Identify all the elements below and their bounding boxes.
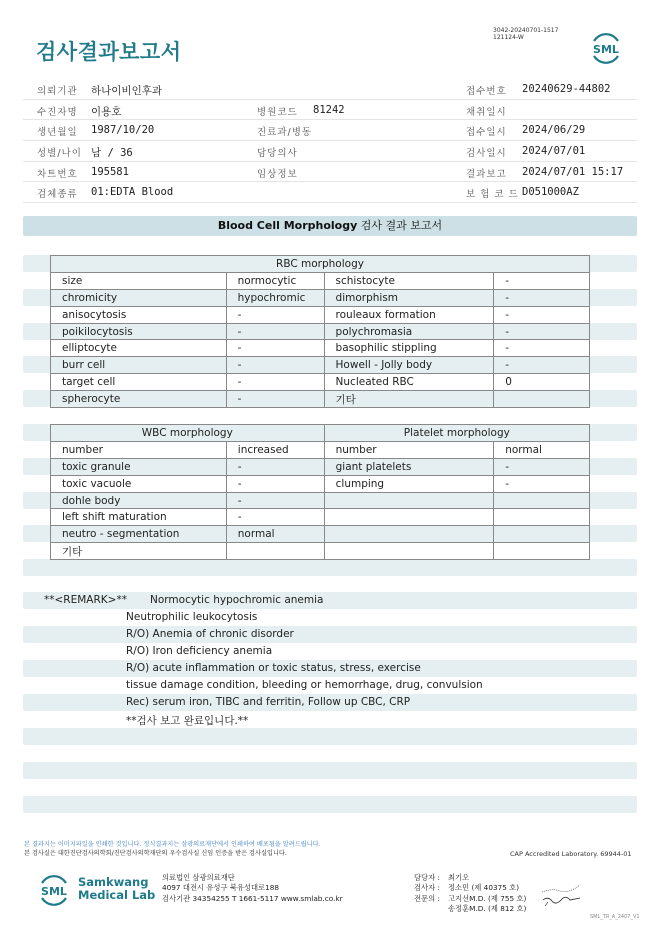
remark-tag: **<REMARK>**	[44, 594, 127, 606]
item-result: 0	[494, 374, 590, 391]
wbc-platelet-row	[51, 441, 590, 458]
info-value: 남 / 36	[91, 147, 133, 160]
item-name: number	[324, 441, 494, 458]
item-name: burr cell	[51, 357, 227, 374]
staff-name: 정소민 (제 40375 호)	[448, 883, 520, 893]
item-name: toxic granule	[51, 458, 227, 475]
logo-text: SML	[593, 43, 619, 56]
info-value: 이용호	[91, 105, 122, 118]
wbc-platelet-row	[51, 526, 590, 543]
document-id	[493, 27, 558, 41]
info-row	[23, 120, 637, 141]
item-result	[494, 543, 590, 560]
info-label: 임상정보	[257, 168, 298, 180]
rbc-row	[51, 357, 590, 374]
item-result: -	[494, 458, 590, 475]
info-row	[23, 100, 637, 121]
document-id-line2: 121124-W	[493, 34, 524, 41]
wbc-header-row	[51, 425, 590, 442]
lab-address	[162, 873, 343, 904]
info-value: 1987/10/20	[91, 124, 155, 137]
item-result: -	[226, 357, 324, 374]
info-value: 195581	[91, 165, 129, 178]
rbc-morphology-table	[50, 255, 590, 408]
wbc-header: WBC morphology	[51, 425, 325, 442]
wbc-platelet-morphology-table	[50, 424, 590, 560]
staff-role: 검사자 :	[414, 883, 440, 893]
row-stripe	[23, 559, 637, 576]
lab-name: 의료법인 삼광의료재단	[162, 873, 235, 882]
section-title-en: Blood Cell Morphology	[217, 219, 358, 232]
notice-image-copy: 본 결과지는 이미지파일을 인쇄한 것입니다. 정식결과지는 삼광의료재단에서 인쇄하여 배포됨을 알려드립니다.	[24, 841, 321, 848]
brand-line2: Medical Lab	[78, 888, 156, 902]
item-result: -	[494, 289, 590, 306]
item-name: 기타	[51, 543, 227, 560]
info-label: 의뢰기관	[37, 86, 78, 97]
cap-accreditation: CAP Accredited Laboratory. 69944-01	[510, 850, 632, 858]
item-name: chromicity	[51, 289, 227, 306]
info-label: 접수일시	[466, 127, 507, 139]
wbc-platelet-row	[51, 475, 590, 492]
item-result: -	[226, 323, 324, 340]
rbc-row	[51, 340, 590, 357]
remark-line: R/O) acute inflammation or toxic status, stress, exercise	[126, 662, 421, 674]
platelet-header: Platelet morphology	[324, 425, 589, 442]
info-label: 수진자명	[37, 106, 78, 118]
info-row	[23, 162, 637, 183]
info-value: D051000AZ	[522, 186, 579, 199]
rbc-row	[51, 272, 590, 289]
remark-line: R/O) Iron deficiency anemia	[126, 645, 273, 657]
info-label: 병원코드	[257, 106, 298, 118]
page-title: 검사결과보고서	[36, 40, 182, 64]
brand-name	[78, 876, 155, 902]
rbc-row	[51, 374, 590, 391]
staff-entry	[414, 894, 526, 904]
info-label: 결과보고	[466, 168, 507, 180]
info-label: 접수번호	[466, 86, 507, 97]
remark-line: tissue damage condition, bleeding or hemorrhage, drug, convulsion	[126, 679, 483, 691]
item-name	[324, 543, 494, 560]
notice-accreditation: 본 검사실은 대한진단검사의학회/진단검사의학재단의 우수검사실 신임 인증을 받은 검사실입니다.	[24, 849, 287, 857]
rbc-row	[51, 391, 590, 408]
item-result	[494, 509, 590, 526]
rbc-row	[51, 323, 590, 340]
item-result: -	[226, 458, 324, 475]
document-id-line1: 3042-20240701-1517	[493, 27, 559, 34]
item-result: -	[494, 357, 590, 374]
info-label: 검사일시	[466, 148, 507, 160]
rbc-row	[51, 289, 590, 306]
info-value: 81242	[313, 103, 345, 116]
info-row	[23, 141, 637, 162]
remark-line: Neutrophilic leukocytosis	[126, 611, 258, 623]
item-result: increased	[226, 441, 324, 458]
item-name: Nucleated RBC	[324, 374, 494, 391]
info-label: 차트번호	[37, 168, 78, 180]
item-name	[324, 526, 494, 543]
form-code: SML_TR_A_2407_V1	[590, 914, 640, 920]
item-result: normocytic	[226, 272, 324, 289]
signature-icon	[540, 882, 585, 910]
staff-entry	[414, 873, 526, 883]
item-result: -	[226, 340, 324, 357]
footer-logo-text: SML	[41, 885, 67, 898]
item-name: elliptocyte	[51, 340, 227, 357]
item-name: anisocytosis	[51, 306, 227, 323]
wbc-platelet-row	[51, 509, 590, 526]
item-name: neutro - segmentation	[51, 526, 227, 543]
item-result: -	[226, 492, 324, 509]
info-value: 하나이비인후과	[91, 85, 163, 97]
item-result	[494, 526, 590, 543]
section-title-ko: 검사 결과 보고서	[357, 219, 443, 232]
row-stripe	[23, 626, 637, 643]
info-label: 보 험 코 드	[466, 189, 519, 201]
staff-entry	[414, 904, 526, 914]
info-value: 20240629-44802	[522, 83, 611, 95]
staff-list	[414, 873, 526, 914]
staff-name: 고지선M.D. (제 755 호)	[448, 893, 527, 903]
staff-name: 송정훈M.D. (제 812 호)	[448, 903, 527, 913]
staff-role: 전문의 :	[414, 893, 440, 903]
info-label: 진료과/병동	[257, 127, 313, 139]
item-result	[494, 492, 590, 509]
item-result: -	[226, 509, 324, 526]
rbc-header-row	[51, 256, 590, 273]
item-name: target cell	[51, 374, 227, 391]
info-label: 검체종류	[37, 189, 78, 201]
remark-line: Rec) serum iron, TIBC and ferritin, Follow up CBC, CRP	[126, 696, 411, 708]
patient-info	[23, 79, 637, 203]
wbc-platelet-row	[51, 492, 590, 509]
item-name: dimorphism	[324, 289, 494, 306]
item-name: spherocyte	[51, 391, 227, 408]
staff-name: 최기오	[448, 873, 470, 882]
item-name	[324, 492, 494, 509]
info-label: 생년월일	[37, 127, 78, 139]
row-stripe	[23, 796, 637, 813]
brand-line1: Samkwang	[78, 875, 149, 889]
sml-logo-icon	[588, 30, 624, 66]
item-result: -	[226, 374, 324, 391]
item-result: -	[494, 323, 590, 340]
item-result: -	[494, 340, 590, 357]
item-name: toxic vacuole	[51, 475, 227, 492]
info-value: 2024/06/29	[522, 124, 586, 137]
lab-street: 4097 대전시 유성구 북유성대로188	[162, 883, 279, 893]
item-name: polychromasia	[324, 323, 494, 340]
item-name: schistocyte	[324, 272, 494, 289]
remark-line: **검사 보고 완료입니다.**	[126, 715, 249, 727]
item-result: hypochromic	[226, 289, 324, 306]
row-stripe	[23, 762, 637, 779]
wbc-platelet-row	[51, 543, 590, 560]
item-name: 기타	[324, 391, 494, 408]
footer-notice	[24, 841, 321, 858]
item-result	[494, 391, 590, 408]
info-value: 2024/07/01 15:17	[522, 165, 624, 178]
item-result: normal	[226, 526, 324, 543]
info-row	[23, 79, 637, 100]
info-label: 성별/나이	[37, 148, 82, 160]
item-name	[324, 509, 494, 526]
item-result: normal	[494, 441, 590, 458]
item-name: clumping	[324, 475, 494, 492]
item-result: -	[226, 475, 324, 492]
info-label: 채취일시	[466, 106, 507, 118]
item-name: basophilic stippling	[324, 340, 494, 357]
item-result: -	[494, 272, 590, 289]
item-name: rouleaux formation	[324, 306, 494, 323]
item-result: -	[494, 306, 590, 323]
staff-role: 담당자 :	[414, 873, 440, 882]
item-name: left shift maturation	[51, 509, 227, 526]
section-title	[23, 216, 637, 236]
remark-line: Normocytic hypochromic anemia	[150, 594, 324, 606]
lab-contact: 검사기관 34354255 T 1661-5117 www.smlab.co.kr	[162, 893, 343, 903]
info-row	[23, 182, 637, 203]
item-result: -	[494, 475, 590, 492]
rbc-row	[51, 306, 590, 323]
wbc-platelet-row	[51, 458, 590, 475]
info-label: 담당의사	[257, 148, 298, 160]
staff-entry	[414, 883, 526, 893]
item-name: poikilocytosis	[51, 323, 227, 340]
item-result: -	[226, 306, 324, 323]
remark-line: R/O) Anemia of chronic disorder	[126, 628, 294, 640]
item-name: giant platelets	[324, 458, 494, 475]
sml-footer-logo-icon	[36, 872, 72, 908]
info-value: 01:EDTA Blood	[91, 186, 174, 199]
row-stripe	[23, 728, 637, 745]
item-name: number	[51, 441, 227, 458]
info-value: 2024/07/01	[522, 145, 586, 158]
rbc-header: RBC morphology	[51, 256, 590, 273]
item-result: -	[226, 391, 324, 408]
item-name: dohle body	[51, 492, 227, 509]
item-name: size	[51, 272, 227, 289]
item-name: Howell - Jolly body	[324, 357, 494, 374]
item-result	[226, 543, 324, 560]
